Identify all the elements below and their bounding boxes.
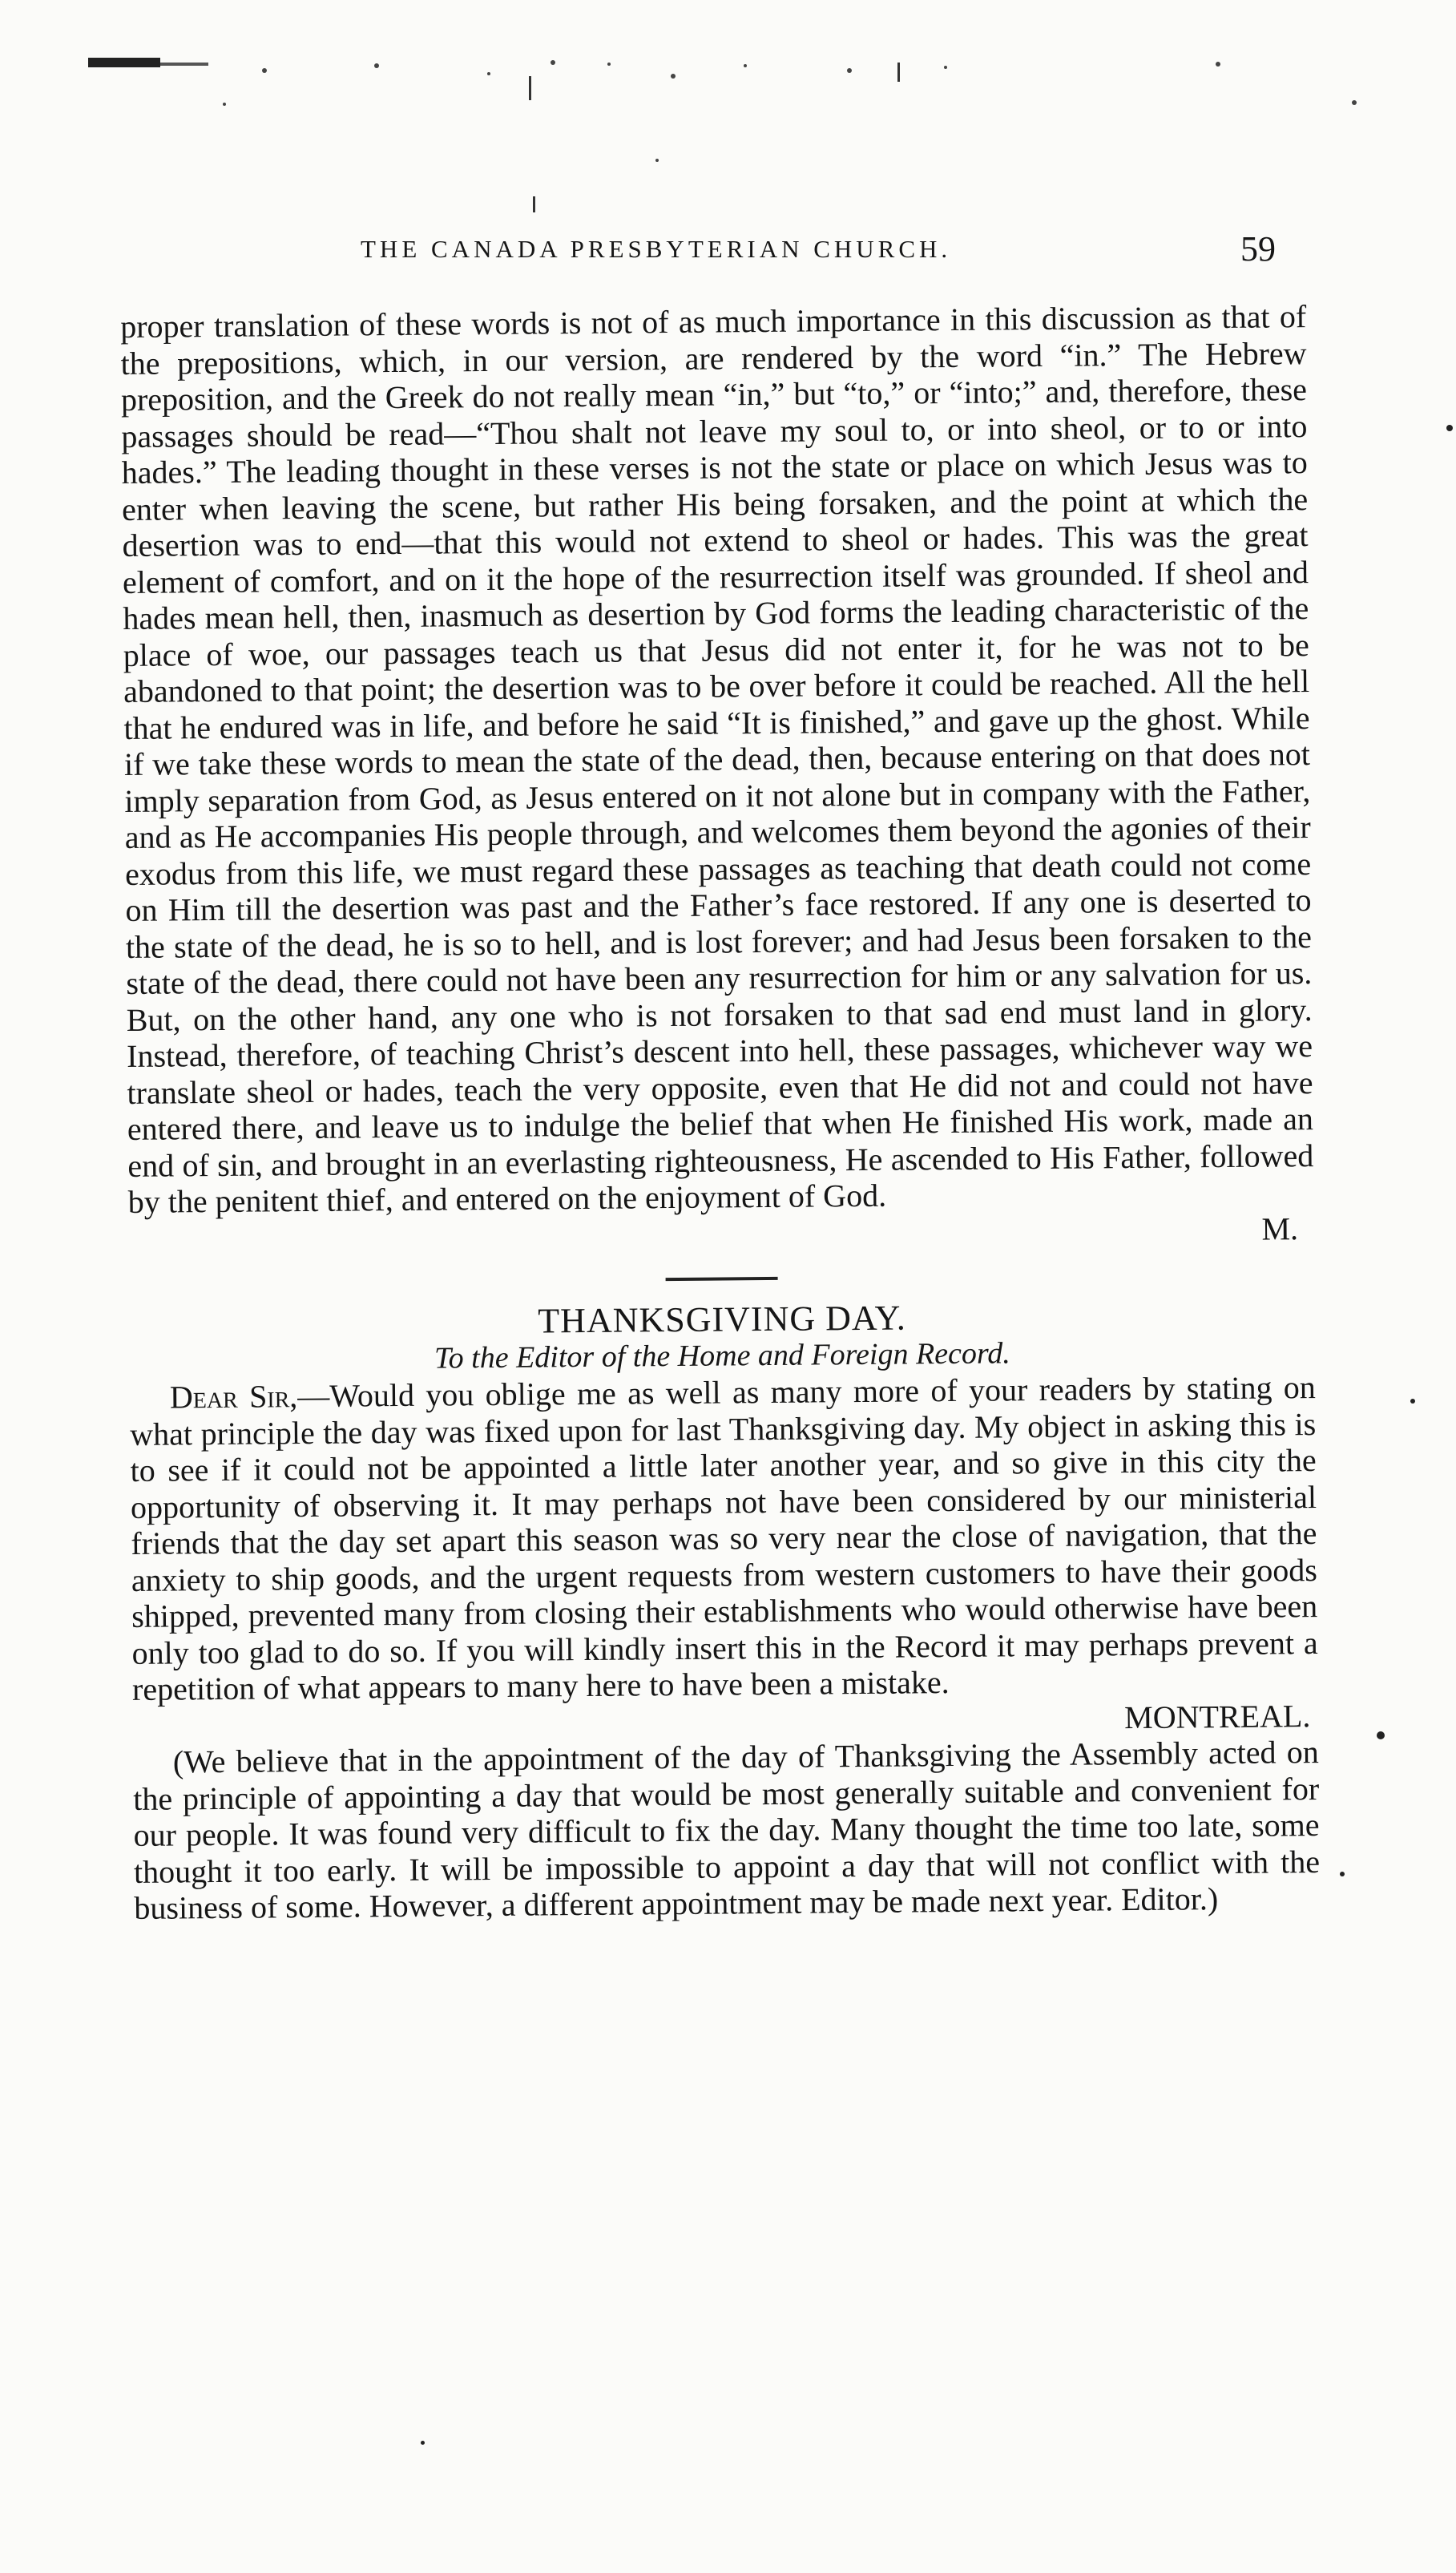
letter-signature: MONTREAL. <box>1123 1697 1311 1735</box>
margin-mark <box>1446 425 1453 431</box>
running-head <box>120 228 1306 277</box>
margin-mark <box>1340 1872 1345 1876</box>
body-text <box>120 298 1321 1926</box>
editor-reply: (We believe that in the appointment of the day of Thanksgiving the Assembly acted on the principle of appointing a day that would be most generally suitable and convenient for our people. It was found very difficult to fix the day. Many thought the time too late, some thought it too early. It will be impossible to appoint a day that will not conflict with the business of some. However, a different appointment may be made next year. Editor.) <box>133 1734 1321 1926</box>
article-signature: M. <box>1261 1210 1299 1247</box>
letter-body: —Would you oblige me as well as many more of your readers by stating on what principle the day was fixed upon for last Thanksgiving day. My object in asking this is to see if it could not be appointed a little later another year, and so give in this city the opportunity of observing it. It may perhaps not have been considered by our ministerial friends that the day set apart this season was so very near the close of navigation, that the anxiety to ship goods, and the urgent requests from western customers to have their goods shipped, prevented many from closing their establishments who would otherwise have been only too glad to do so. If you will kindly insert this in the Record it may perhaps prevent a repetition of what appears to many here to have been a mistake. <box>130 1369 1318 1707</box>
section-divider <box>666 1277 778 1281</box>
article-paragraph: proper translation of these words is not of as much importance in this discussion as that of the prepositions, which, in our version, are rendered by the word “in.” The Hebrew preposition, and the Greek do not really mean “in,” but “to,” or “into;” and, therefore, these passages should be read—“Thou shalt not leave my soul to, or into sheol, or to or into hades.” The leading thought in these verses is not the state or place on which Jesus was to enter when leaving the scene, but rather His being forsaken, and the point at which the desertion was to end—that this would not extend to sheol or hades. This was the great element of comfort, and on it the hope of the resurrection itself was grounded. If sheol and hades mean hell, then, inasmuch as desertion by God forms the leading characteristic of the place of woe, our passages teach us that Jesus did not enter it, for he was not to be abandoned to that point; the desertion was to be over before it could be reached. All the hell that he endured was in life, and before he said “It is finished,” and gave up the ghost. While if we take these words to mean the state of the dead, then, because entering on that does not imply separation from God, as Jesus entered on it not alone but in company with the Father, and as He accompanies His people through, and welcomes them beyond the agonies of their exodus from this life, we must regard these passages as teaching that death could not come on Him till the desertion was past and the Father’s face restored. If any one is deserted to the state of the dead, he is so to hell, and is lost forever; and had Jesus been forsaken to the state of the dead, there could not have been any resurrection for him or any salvation for us. But, on the other hand, any one who is not forsaken to that sad end must land in glory. Instead, therefore, of teaching Christ’s descent into hell, these passages, whichever way we translate sheol or hades, teach the very opposite, even that He did not and could not have entered there, and leave us to indulge the belief that when He finished His work, made an end of sin, and brought in an everlasting righteousness, He ascended to His Father, followed by the penitent thief, and entered on the enjoyment of God. <box>120 298 1314 1220</box>
margin-mark <box>421 2441 425 2445</box>
margin-mark <box>1377 1731 1385 1739</box>
letter-address: To the Editor of the Home and Foreign Record. <box>434 1335 1010 1375</box>
scan-noise-top <box>0 0 1456 240</box>
running-title: THE CANADA PRESBYTERIAN CHURCH. <box>361 235 952 263</box>
letter-salutation: Dear Sir, <box>169 1378 298 1416</box>
page-number: 59 <box>1240 229 1276 269</box>
margin-mark <box>1410 1399 1415 1404</box>
section-heading: THANKSGIVING DAY. <box>538 1298 906 1341</box>
letter-paragraph <box>130 1369 1319 1707</box>
